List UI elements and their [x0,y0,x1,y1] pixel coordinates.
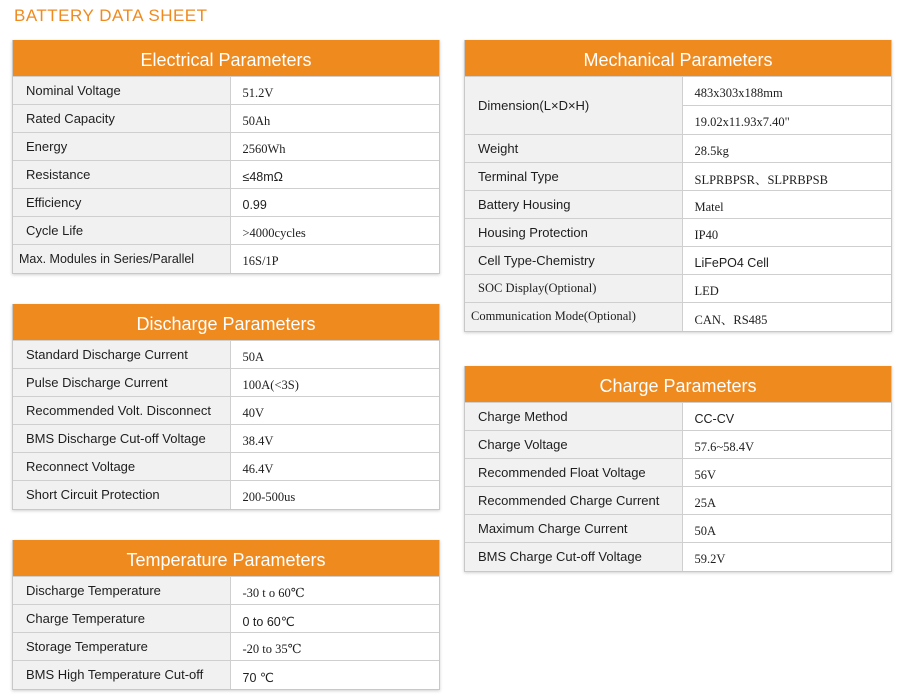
row-value: 0 to 60℃ [230,605,439,633]
row-value: 50A [682,515,891,543]
row-value: 56V [682,459,891,487]
row-value: LiFePO4 Cell [682,247,891,275]
row-value: 38.4V [230,425,439,453]
row-label: Nominal Voltage [13,77,230,105]
table-row [13,189,439,217]
temperature-parameters-table [13,576,439,689]
electrical-parameters-table [13,76,439,273]
row-value: 2560Wh [230,133,439,161]
dimension-mm-value: 483x303x188mm [694,86,783,100]
table-row [465,275,891,303]
electrical-parameters-panel [12,40,440,274]
table-row [465,515,891,543]
row-value: CAN、RS485 [682,303,891,331]
dimension-values [682,77,891,135]
table-row [465,459,891,487]
row-label: Weight [465,135,682,163]
dimension-inch-value: 19.02x11.93x7.40" [683,105,892,134]
temperature-parameters-panel [12,540,440,690]
row-value: 200-500us [230,481,439,509]
row-label: Short Circuit Protection [13,481,230,509]
temperature-parameters-header: Temperature Parameters [13,540,439,576]
discharge-parameters-table [13,340,439,509]
row-value: LED [682,275,891,303]
table-row [13,605,439,633]
table-row [13,341,439,369]
table-row [465,135,891,163]
row-label: Charge Temperature [13,605,230,633]
table-row [465,219,891,247]
row-value: 100A(<3S) [230,369,439,397]
charge-parameters-panel [464,366,892,572]
row-label: BMS High Temperature Cut-off [13,661,230,689]
row-value: Matel [682,191,891,219]
row-label: Energy [13,133,230,161]
table-row [465,431,891,459]
charge-parameters-header: Charge Parameters [465,366,891,402]
row-value: 57.6~58.4V [682,431,891,459]
row-label: BMS Discharge Cut-off Voltage [13,425,230,453]
table-row [13,633,439,661]
table-row [13,481,439,509]
table-row [13,661,439,689]
row-label: Max. Modules in Series/Parallel [13,245,230,273]
discharge-parameters-header: Discharge Parameters [13,304,439,340]
table-row [13,245,439,273]
row-label: Charge Voltage [465,431,682,459]
row-label: Reconnect Voltage [13,453,230,481]
mechanical-parameters-header: Mechanical Parameters [465,40,891,76]
row-label: BMS Charge Cut-off Voltage [465,543,682,571]
row-value: 40V [230,397,439,425]
mechanical-parameters-table [465,76,891,331]
table-row [465,191,891,219]
row-label: Discharge Temperature [13,577,230,605]
table-row [13,105,439,133]
row-value: 16S/1P [230,245,439,273]
row-value: 70 ℃ [230,661,439,689]
row-value: 28.5kg [682,135,891,163]
row-value: 0.99 [230,189,439,217]
row-label: Resistance [13,161,230,189]
table-row [13,133,439,161]
row-label: Recommended Volt. Disconnect [13,397,230,425]
row-value: SLPRBPSR、SLPRBPSB [682,163,891,191]
row-label: Recommended Charge Current [465,487,682,515]
row-value: >4000cycles [230,217,439,245]
row-label: Standard Discharge Current [13,341,230,369]
row-value: 25A [682,487,891,515]
discharge-parameters-panel [12,304,440,510]
table-row [13,577,439,605]
row-value: 50Ah [230,105,439,133]
row-label: Pulse Discharge Current [13,369,230,397]
table-row [13,425,439,453]
mechanical-parameters-panel [464,40,892,332]
charge-parameters-table [465,402,891,571]
row-label: Cell Type-Chemistry [465,247,682,275]
table-row [465,487,891,515]
row-value: 51.2V [230,77,439,105]
row-value: -20 to 35℃ [230,633,439,661]
row-value: 50A [230,341,439,369]
table-row [465,403,891,431]
row-label: Battery Housing [465,191,682,219]
row-label: Efficiency [13,189,230,217]
row-label: SOC Display(Optional) [465,275,682,303]
table-row [465,163,891,191]
row-value: ≤48mΩ [230,161,439,189]
table-row [465,77,891,135]
table-row [465,303,891,331]
table-row [13,453,439,481]
table-row [465,543,891,571]
row-label: Housing Protection [465,219,682,247]
table-row [13,369,439,397]
table-row [13,397,439,425]
row-label: Dimension(L×D×H) [465,77,682,135]
table-row [13,161,439,189]
table-row [13,217,439,245]
row-label: Cycle Life [13,217,230,245]
table-row [13,77,439,105]
row-value: CC-CV [682,403,891,431]
row-label: Recommended Float Voltage [465,459,682,487]
row-value: IP40 [682,219,891,247]
electrical-parameters-header: Electrical Parameters [13,40,439,76]
row-label: Storage Temperature [13,633,230,661]
row-label: Maximum Charge Current [465,515,682,543]
page-title: BATTERY DATA SHEET [14,6,208,25]
row-value: 59.2V [682,543,891,571]
row-value: 46.4V [230,453,439,481]
row-label: Charge Method [465,403,682,431]
row-value: -30 t o 60℃ [230,577,439,605]
table-row [465,247,891,275]
row-label: Terminal Type [465,163,682,191]
row-label: Rated Capacity [13,105,230,133]
row-label: Communication Mode(Optional) [465,303,682,331]
